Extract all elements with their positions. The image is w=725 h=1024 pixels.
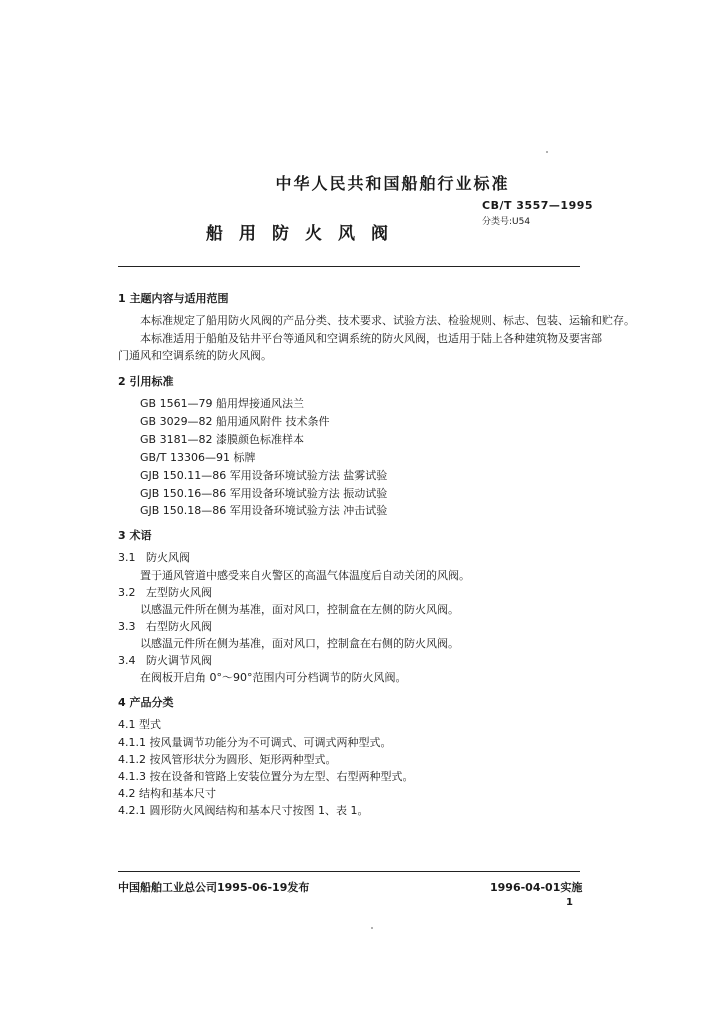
term-title: 左型防火风阀 — [146, 586, 212, 599]
term-number: 3.2 — [118, 586, 136, 599]
term-definition: 以感温元件所在侧为基准，面对风口，控制盒在左侧的防火风阀。 — [140, 603, 459, 616]
term-definition: 以感温元件所在侧为基准，面对风口，控制盒在右侧的防火风阀。 — [140, 637, 459, 650]
section-2-heading: 2 引用标准 — [118, 375, 174, 388]
footer-divider — [118, 871, 580, 872]
clause-item: 4.1.3 按在设备和管路上安装位置分为左型、右型两种型式。 — [118, 770, 414, 783]
effective-date: 1996-04-01实施 — [490, 881, 583, 894]
section-1-paragraph-1: 本标准规定了船用防火风阀的产品分类、技术要求、试验方法、检验规则、标志、包装、运输和贮存。 — [140, 314, 635, 327]
reference-item: GJB 150.18—86 军用设备环境试验方法 冲击试验 — [140, 504, 388, 517]
term-definition: 在阀板开启角 0°～90°范围内可分档调节的防火风阀。 — [140, 671, 407, 684]
term-title: 防火风阀 — [146, 551, 190, 564]
issue-date: 中国船舶工业总公司1995-06-19发布 — [118, 881, 310, 894]
clause-item: 4.1.2 按风管形状分为圆形、矩形两种型式。 — [118, 753, 337, 766]
classification-code: 分类号:U54 — [482, 217, 531, 227]
org-title: 中华人民共和国船舶行业标准 — [275, 174, 510, 193]
section-1-paragraph-2a: 本标准适用于船舶及钻井平台等通风和空调系统的防火风阀，也适用于陆上各种建筑物及要害部 — [140, 332, 602, 345]
page-number: 1 — [566, 897, 573, 908]
clause-item: 4.2.1 圆形防火风阀结构和基本尺寸按图 1、表 1。 — [118, 804, 369, 817]
term-definition: 置于通风管道中感受来自火警区的高温气体温度后自动关闭的风阀。 — [140, 569, 470, 582]
reference-item: GB/T 13306—91 标牌 — [140, 451, 256, 464]
term-title: 防火调节风阀 — [146, 654, 212, 667]
section-4-heading: 4 产品分类 — [118, 696, 174, 709]
term-number: 3.3 — [118, 620, 136, 633]
reference-item: GJB 150.16—86 军用设备环境试验方法 振动试验 — [140, 487, 388, 500]
standard-code: CB/T 3557—1995 — [482, 199, 594, 212]
term-number: 3.1 — [118, 551, 136, 564]
clause-item: 4.1 型式 — [118, 718, 161, 731]
header-divider — [118, 266, 580, 267]
term-number: 3.4 — [118, 654, 136, 667]
section-1-heading: 1 主题内容与适用范围 — [118, 292, 229, 305]
reference-item: GB 1561—79 船用焊接通风法兰 — [140, 397, 305, 410]
scan-speck — [371, 927, 373, 929]
section-1-paragraph-2b: 门通风和空调系统的防火风阀。 — [118, 349, 272, 362]
clause-item: 4.1.1 按风量调节功能分为不可调式、可调式两种型式。 — [118, 736, 392, 749]
reference-item: GB 3029—82 船用通风附件 技术条件 — [140, 415, 330, 428]
clause-item: 4.2 结构和基本尺寸 — [118, 787, 216, 800]
reference-item: GJB 150.11—86 军用设备环境试验方法 盐雾试验 — [140, 469, 388, 482]
section-3-heading: 3 术语 — [118, 529, 152, 542]
scan-speck — [546, 151, 548, 153]
term-title: 右型防火风阀 — [146, 620, 212, 633]
standard-title: 船用防火风阀 — [206, 224, 404, 244]
reference-item: GB 3181—82 漆膜颜色标准样本 — [140, 433, 305, 446]
